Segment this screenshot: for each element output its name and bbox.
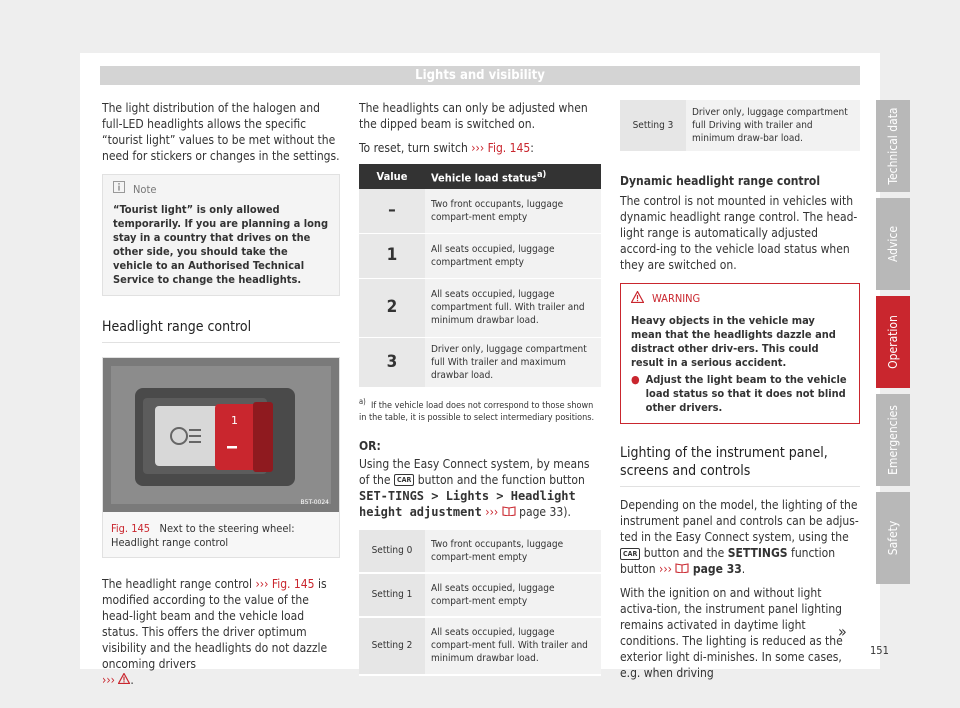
- warning-triangle-icon: [118, 673, 130, 687]
- headlight-body: The headlight range control ››› Fig. 145 is modified according to the value of the head-light beam and the vehicle load status. This offers the driver optimum visibility and the headlights do not dazzle oncoming drivers ››› .: [102, 577, 328, 687]
- settings-table-continued: [620, 100, 860, 153]
- table-row: [359, 189, 601, 234]
- figure-caption-text: Next to the steering wheel: Headlight range control: [111, 522, 295, 549]
- info-icon: [113, 181, 125, 198]
- fig-ref-link[interactable]: ››› Fig. 145: [255, 577, 315, 591]
- load-status-table: [359, 164, 601, 388]
- continue-arrow: »: [838, 622, 847, 641]
- page-ref[interactable]: page 33: [519, 504, 564, 519]
- table-row: [359, 233, 601, 278]
- lighting-text-end: .: [741, 562, 746, 576]
- tab-emergencies[interactable]: [876, 394, 910, 486]
- table-header-load: [425, 164, 601, 189]
- warning-text: Heavy objects in the vehicle may mean that the headlights dazzle and distract other driv-ers. This could result in a serious accident.: [631, 314, 836, 369]
- section-title-lighting: Lighting of the instrument panel, screens and controls: [620, 444, 860, 487]
- tab-label: Technical data: [886, 107, 900, 185]
- footnote-text: If the vehicle load does not correspond to those shown in the table, it is possible to select intermediary positions.: [359, 400, 595, 423]
- warning-header: [621, 284, 859, 308]
- book-icon: [675, 562, 689, 576]
- warning-title: WARNING: [652, 292, 701, 305]
- easy-connect-b: button and the function button: [417, 472, 585, 487]
- page-ref-arrows[interactable]: ›››: [659, 562, 673, 576]
- table-row: [359, 573, 601, 617]
- easy-connect-a: Using the Easy Connect system, by means of the: [359, 456, 590, 487]
- reset-text: [359, 140, 601, 156]
- footnote-marker: a): [536, 169, 547, 180]
- note-box: [102, 174, 340, 296]
- note-body: “Tourist light” is only allowed temporarily. If you are planning a long stay in a country that drives on the other side, you should take the vehicle to an Authorised Technical Service to change the headlights.: [113, 203, 329, 286]
- lighting-text-a: Depending on the model, the lighting of the instrument panel and controls can be adjus-ted in the Easy Connect system, using the: [620, 498, 859, 544]
- load-value: 1: [359, 233, 425, 278]
- load-value: 2: [359, 278, 425, 337]
- body-text-b: is modified according to the value of the head-light beam and the vehicle load status. This offers the driver optimum visibility and the headlights do not dazzle oncoming drivers: [102, 577, 328, 671]
- settings-label: SETTINGS: [727, 546, 788, 560]
- car-button-icon: CAR: [620, 548, 640, 560]
- tab-label: Safety: [886, 520, 900, 556]
- column-2: [359, 100, 601, 676]
- page-ref-arrows[interactable]: ›››: [485, 504, 499, 519]
- page-header: Lights and visibility: [100, 66, 860, 85]
- warning-body: [621, 308, 859, 423]
- setting-text: Driver only, luggage compartment full Driving with trailer and minimum draw-bar load.: [686, 100, 860, 152]
- headlight-switch-image: [103, 358, 339, 512]
- note-title: Note: [133, 182, 157, 196]
- menu-path: SET-TINGS > Lights > Headlight height adjustment: [359, 488, 576, 519]
- load-value: 3: [359, 337, 425, 387]
- table-header-value: Value: [359, 164, 425, 189]
- column-1: [102, 100, 340, 696]
- body-text-a: The headlight range control: [102, 577, 256, 591]
- setting-text: All seats occupied, luggage compart-ment full. With trailer and minimum drawbar load.: [425, 617, 601, 675]
- note-header: [113, 181, 329, 198]
- setting-key: Setting 0: [359, 530, 425, 573]
- warning-bullet: ● Adjust the light beam to the vehicle load status so that it does not blind other drivers.: [631, 373, 849, 415]
- car-button-icon: CAR: [394, 474, 414, 486]
- lighting-text-b: button and the: [643, 546, 725, 560]
- section-title-headlight-range: Headlight range control: [102, 318, 340, 343]
- warning-icon: [631, 291, 644, 308]
- figure-caption: [103, 516, 339, 557]
- or-label: OR:: [359, 438, 381, 453]
- tab-advice[interactable]: [876, 198, 910, 290]
- reset-text-end: :: [530, 141, 534, 155]
- lighting-text: [620, 497, 860, 577]
- intro-text: The light distribution of the halogen and full-LED headlights allows the specific “tourist light” values to be met without the need for stickers or changes in the settings.: [102, 101, 340, 163]
- warning-box: [620, 283, 860, 424]
- table-header-load-text: Vehicle load status: [431, 171, 537, 185]
- page-number: 151: [870, 644, 889, 657]
- load-description: Driver only, luggage compartment full With trailer and maximum drawbar load.: [425, 337, 601, 387]
- table-row: [359, 617, 601, 675]
- book-icon: [502, 505, 516, 519]
- figure-code: B5T-0024: [300, 499, 329, 506]
- svg-text:1: 1: [231, 414, 238, 427]
- tab-label: Advice: [886, 226, 900, 262]
- tab-technical-data[interactable]: [876, 100, 910, 192]
- lighting-text-c: function button: [620, 546, 836, 576]
- column-3: [620, 100, 860, 689]
- figure-145: [102, 357, 340, 558]
- setting-key: Setting 2: [359, 617, 425, 675]
- warning-bullet-text: Adjust the light beam to the vehicle load status so that it does not blind other drivers.: [645, 373, 847, 414]
- setting-key: Setting 1: [359, 573, 425, 617]
- setting-text: All seats occupied, luggage compart-ment empty: [425, 573, 601, 617]
- figure-label: Fig. 145: [111, 522, 151, 535]
- table-row: [620, 100, 860, 152]
- dynamic-body: The control is not mounted in vehicles with dynamic headlight range control. The head-light range is automatically adjusted accord-ing to the vehicle load status when they are switched on.: [620, 194, 858, 272]
- warning-ref-link[interactable]: ›››: [102, 673, 115, 687]
- load-description: Two front occupants, luggage compart-ment empty: [425, 189, 601, 234]
- table-row: [359, 337, 601, 387]
- tab-label: Emergencies: [886, 405, 900, 475]
- tab-safety[interactable]: [876, 492, 910, 584]
- daytime-text: With the ignition on and without light activa-tion, the instrument panel lighting remains activated in daytime light conditions. The lighting is reduced as the exterior light di-minishes. In some cases, e.g. when driving: [620, 586, 843, 680]
- table-footnote: [359, 396, 601, 424]
- easy-connect-end: ).: [563, 504, 571, 519]
- tab-label: Operation: [886, 315, 900, 369]
- setting-text: Two front occupants, luggage compart-ment empty: [425, 530, 601, 573]
- adjust-text: The headlights can only be adjusted when the dipped beam is switched on.: [359, 101, 588, 131]
- footnote-mark: a): [359, 396, 366, 406]
- dynamic-title: Dynamic headlight range control: [620, 174, 821, 188]
- setting-key: Setting 3: [620, 100, 686, 152]
- load-description: All seats occupied, luggage compartment full. With trailer and minimum drawbar load.: [425, 278, 601, 337]
- table-row: [359, 530, 601, 573]
- table-row: [359, 278, 601, 337]
- easy-connect-text: [359, 456, 601, 520]
- tab-operation[interactable]: [876, 296, 910, 388]
- reset-fig-ref[interactable]: ››› Fig. 145: [471, 141, 531, 155]
- load-description: All seats occupied, luggage compartment empty: [425, 233, 601, 278]
- settings-table: [359, 530, 601, 676]
- page-ref[interactable]: page 33: [692, 562, 742, 576]
- reset-text-a: To reset, turn switch: [359, 141, 472, 155]
- load-value: –: [359, 189, 425, 234]
